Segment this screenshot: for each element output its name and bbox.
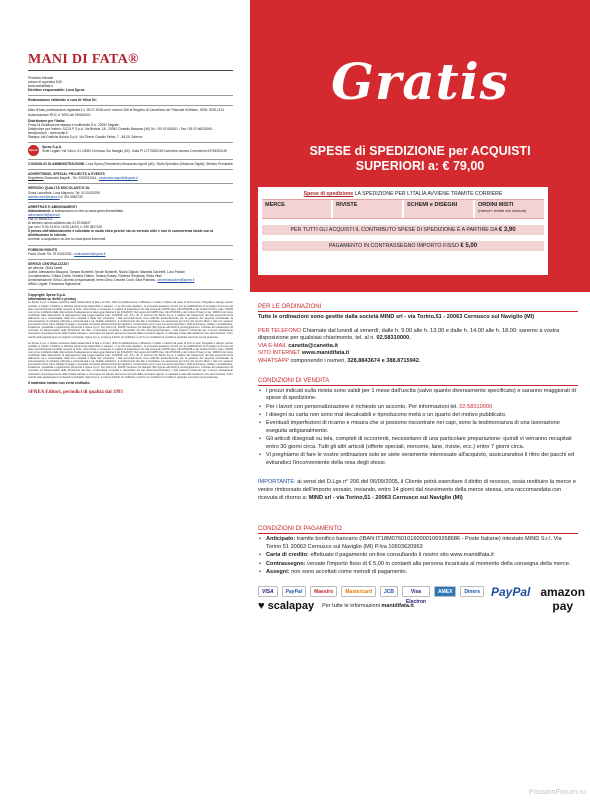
- consiglio-heading: CONSIGLIO DI AMMINISTRAZIONE:: [28, 162, 86, 167]
- telefono-label: PER TELEFONO: [258, 327, 302, 334]
- segreteria-text: Emanuela Mapelli - Tel. 0292432244 -: [44, 176, 99, 181]
- consiglio-block: [28, 160, 233, 170]
- maestro-logo: Maestro: [310, 586, 337, 597]
- segreteria-email[interactable]: emanuela.mapelli@sprea.it: [99, 176, 138, 181]
- importante-block: [258, 479, 578, 502]
- press-di: Press-Di Distribuzione stampa e multimedia S.r.l. 20090 Segrate: [28, 122, 119, 127]
- sprea-logo: Sprea: [28, 145, 39, 156]
- sprea-footer: SPREA Editori, periodici di qualità dal 1993: [28, 389, 123, 395]
- advertising-heading: ADVERTISING, SPECIAL PROJECTS & EVENTS: [28, 172, 105, 177]
- acconto-tel[interactable]: 02.58310000: [459, 403, 493, 410]
- info-column: [250, 0, 590, 800]
- ordini-telefono: [258, 328, 578, 343]
- pagamento-item: • Assegni: non sono accettati come metodi di pagamento.: [258, 569, 578, 577]
- shipping-box-title: [262, 190, 544, 198]
- abbonamenti-label: Abbonamenti:: [28, 208, 51, 213]
- pagamento-item: • Carta di credito: effettuate il pagamento on-line consultando il nostro sito www.manidifata.it: [258, 552, 578, 560]
- ordini-whatsapp: [258, 358, 578, 366]
- servizio-block: [28, 184, 233, 202]
- scalapay-logo: ♥ scalapay: [258, 599, 315, 612]
- grafici: Grafici: Alessandro Bisquola, Tamara Bombelli, Nicole Bombelli, Nicolò Digiuni, Marcella Gavinelli, Luca Patrian: [28, 269, 185, 274]
- direttore: Direttore responsabile: Luca Sprea: [28, 88, 85, 93]
- contributo-pill: [262, 225, 544, 235]
- whatsapp-text: componendo i numeri,: [290, 357, 346, 364]
- foreign-block: [28, 246, 233, 260]
- contrassegno-value: € 5,00: [460, 243, 478, 249]
- vendita-item: • Vi preghiamo di fare le vostre ordinazioni solo se siete veramente interessate all'acquisto, assicurandosi il ritiro dei pacchi ed evitandoci l'inconveniente della resa degli stessi.: [258, 452, 578, 467]
- condizioni-pagamento-heading: CONDIZIONI DI PAGAMENTO: [258, 524, 578, 534]
- free-shipping-heading: [250, 144, 590, 174]
- abbonamenti-tel: Al telefono senza addebito allo 02 87168197: [28, 221, 91, 226]
- contrassegno-text: PAGAMENTO IN CONTRASSEGNO IMPORTO FISSO: [328, 243, 459, 249]
- segreteria-label: Segreteria:: [28, 176, 44, 181]
- ordini-email: [258, 343, 578, 351]
- importante-text: ai sensi del D.Lgs n° 206 del 06/09/2005, il Cliente potrà esercitare il diritto di recesso, ossia restituire la merce e venire rimborsato dell'importo versato, inviando, entro 14 giorni dal ricevimento della merce stessa, una raccomandata con ricevuta di ritorno a:: [258, 479, 576, 501]
- shipping-box-title-rest: LA SPEDIZIONE PER L'ITALIA AVVIENE TRAMITE CORRIERE: [354, 191, 503, 197]
- servizio-heading: SERVIZIO QUALITÀ EDICOLANTI E DL: [28, 186, 91, 191]
- condizioni-vendita-list: [258, 388, 578, 468]
- pagamento-item: • Contrassegno: versate l'importo fisso di € 5,00 in contanti alla persona incaricata al momento della consegna della merce.: [258, 561, 578, 569]
- servizio-tel: 351 5582739: [64, 194, 83, 199]
- paypal-logo: PayPal: [490, 584, 531, 599]
- info-site-link[interactable]: manidifata.it: [381, 602, 414, 609]
- consiglio-text: Luca Sprea (Presidente) Alessandro Agnoli (AD), Giulia Spreafico (Divisione Digital), Stefano Pernarella: [86, 162, 233, 167]
- foreign-heading: FOREIGN RIGHTS: [28, 247, 58, 252]
- gratis-title: Gratis: [331, 52, 509, 111]
- pagamento-item: • Anticipato: tramite bonifico bancario (IBAN:IT18M0760101600001069268686 - Poste Italiane) intestato MIND S.r.l. Via Torino 51 20063 Cernusco sul Naviglio (MI) P.Iva 10603620963: [258, 536, 578, 551]
- prezzo: prezzo di copertina 6,50: [28, 80, 63, 85]
- mastercard-logo: Mastercard: [341, 586, 376, 597]
- legal-block: [28, 290, 233, 396]
- sprea-block: [28, 143, 233, 160]
- jcb-logo: JCB: [380, 586, 398, 597]
- contributo-value: € 3,90: [498, 227, 516, 233]
- telefono-number[interactable]: 02.58310000.: [376, 335, 411, 342]
- importante-label: IMPORTANTE:: [258, 479, 296, 486]
- vendita-item: • I prezzi indicati sulla rivista sono validi per 1 mese dall'uscita (salvo quanto diversamente specificato) e saranno maggiorati di spese di spedizione.: [258, 388, 578, 403]
- sito-label: SITO INTERNET: [258, 350, 301, 357]
- free-shipping-line2: SUPERIORI a: € 79,00: [355, 159, 485, 173]
- servizio-email[interactable]: distribuzione@sprea.it: [28, 194, 60, 199]
- info-line: Per tutte le informazioni manidifata.it: [322, 602, 414, 609]
- realizzazione: Realizzazione editoriale a cura di: Mind Srl: [28, 98, 97, 103]
- advertising-block: [28, 170, 233, 184]
- sprea-name: Sprea S.p.A.: [42, 145, 62, 150]
- registrazione: Mani di fata, pubblicazione registrata il n. 28.07.1948 con il numero 306 al Registro di Cancelleria del Tribunale di Milano. ISSN: 0025-2131 Autorizzazione ROC n° 6292 del 29/08/2001: [28, 108, 225, 117]
- telefono-text: Chiamate dal lunedì al venerdì, dalle h. 9.00 alle h. 13.00 e dalle h. 14.00 alle h. 18.00: saremo a vostra disposizione per qualsiasi chiarimento. tel. al n.: [258, 327, 560, 342]
- contrassegno-pill: [262, 241, 544, 251]
- abbonamenti-web: si sottoscrivono on-line su www.sprea.it/manidifata: [51, 208, 123, 213]
- ordini-heading: PER LE ORDINAZIONI: [258, 302, 578, 312]
- servizi-block: [28, 260, 233, 291]
- free-shipping-line1: SPESE di SPEDIZIONE per ACQUISTI: [309, 144, 531, 158]
- abbonamenti-email[interactable]: abbonamenti@sprea.it: [28, 212, 61, 217]
- shipping-box: [258, 187, 548, 275]
- vendita-item: • Gli articoli disegnati su tela, completi di occorrenti, necessitano di una particolare preparazione: quindi vi verranno recapitati entro 30 giorni circa. Tutti gli altri articoli (offerte speciali, mercerie, lane, riviste, ecc.) entro 7 giorni circa.: [258, 436, 578, 451]
- contributo-text: PER TUTTI GLI ACQUISTI IL CONTRIBUTO SPESE DI SPEDIZIONE È A PARTIRE DA: [290, 227, 498, 233]
- arretrati-block: [28, 203, 233, 246]
- foreign-text: Paolo Cionti: Tel. 02 92432253 -: [28, 251, 74, 256]
- category-merce: MERCE: [262, 200, 331, 218]
- publication-info: [28, 74, 233, 96]
- importante-address: MIND srl - via Torino,51 - 20063 Cernusco sul Naviglio (MI): [308, 494, 463, 501]
- watermark: PassionForum.ru: [528, 787, 586, 796]
- ufficio-legale: Ufficio Legale: Francesca Sigismondi: [28, 282, 81, 287]
- servizio-text: Sonia Lancellotti, Luca Majocchi, Tel. 02 92432295: [28, 190, 100, 195]
- whatsapp-icon: ✆: [60, 194, 64, 199]
- foreign-email[interactable]: realizzazioni@sprea.it: [74, 251, 106, 256]
- shipping-box-title-red: Spese di spedizione: [303, 191, 354, 197]
- website: www.manidifata.it: [28, 84, 53, 89]
- art-director: Art director: Silvia Taietti: [28, 265, 63, 270]
- registration-block: [28, 106, 233, 143]
- abbonamenti-fax2: 339 3827420: [83, 225, 103, 230]
- periodico: Periodico Mensile: [28, 76, 54, 80]
- paypal-small-logo: PayPal: [282, 586, 306, 597]
- vendita-item: • Per i lavori con personalizzazione è richiesto un acconto. Per informazioni tel. 02.58310000: [258, 404, 578, 412]
- whatsapp-numbers[interactable]: 328.8843674 e 388.8715942.: [347, 357, 421, 364]
- ordini-intro: Tutte le ordinazioni sono gestite dalla società MIND srl - via Torino,51 - 20063 Cernusco sul Naviglio (MI): [258, 314, 535, 320]
- vendita-item: • Eventuali imperfezioni di ricamo e misura che si possono riscontrare nei capi, sono la testimonianza di una lavorazione eseguita artigianalmente.: [258, 420, 578, 435]
- abbonamenti-nota: Il prezzo dell'abbonamento è calcolato in modo etico perché sia un servizio utile e non in concorrenza sleale con la distribuzione in edicola.: [28, 229, 214, 238]
- whatsapp-label: WHATSAPP: [258, 357, 289, 364]
- right-body: [258, 296, 586, 613]
- amex-logo: AMEX: [434, 586, 456, 597]
- sito-link[interactable]: www.manidifata.it: [301, 350, 350, 357]
- visa-electron-logo: Visa Electron: [402, 586, 430, 597]
- legal-text-repeat: La Sprea S.p.A. è titolare esclusiva della testata Mani di fata e di tutti i diritti di pubblicazione e diffusione in Italia. L'utilizzo da parte di terzi di testi, fotografie e disegni, anche parziale, è vietato. L'Editore si dichiara pienamente disponibile a valutare - e se del caso regolare - le eventuali spettanze di terzi per la pubblicazione di immagini di cui non sia stato eventualmente possibile reperire la fonte. Informativa e Consenso in materia di trattamento dei dati personali (GDPR Reg. UE 679/2016 e del Codice Privacy d.lgs. 196/03 così come modificato dalle disposizioni di adeguamento alla Legge Italiana d.lgs 101/2018). Nel vigore del GDPR Reg. UE 679/2016 e del Codice Privacy d.lgs. 196/03 così come modificato dalle disposizioni di adeguamento alla Legge Italiana d.lgs 101/2018, artt. 24 e 25, si informa che Sprea S.p.A. è titolare del trattamento dei dati personali forniti dall'utente ed è responsabile della loro custodia e della loro sicurezza. I dati personali forniti sono utilizzati esclusivamente per la gestione del rapporto contrattuale, la comunicazione di iniziative editoriali e promozionali e per finalità statistiche. Il conferimento dei dati è facoltativo ma necessario per fruire dei servizi offerti. I dati non saranno comunicati a terzi salvo obblighi di legge o necessità connesse all'esecuzione del rapporto. L'interessato può in ogni momento esercitare i diritti di accesso, rettifica, cancellazione, limitazione, portabilità e opposizione scrivendo a Sprea S.p.A. Via Torino 51, 20063 Cernusco sul Naviglio (MI) oppure all'indirizzo privacy@sprea.it. Il titolare del trattamento ha nominato un Responsabile della Protezione dei Dati. L'informativa completa è disponibile sul sito www.sprea.it/privacy. I dati saranno conservati per il tempo strettamente necessario al perseguimento delle finalità indicate e comunque nel rispetto dei termini previsti dalla normativa vigente. Il materiale inviato alla redazione non sarà restituito. Tutti i marchi citati appartengono ai rispettivi proprietari. Sprea S.p.A. si riserva il diritto di modificare i prezzi e le condizioni di vendita in qualsiasi momento senza preavviso.: [28, 341, 233, 379]
- category-ordini-misti: ORDINI MISTI (merce+ riviste e/o schemi): [473, 200, 544, 218]
- realizzazione-block: [28, 96, 233, 106]
- category-riviste: RIVISTE: [331, 200, 402, 218]
- stampa: Stampa: Arti Grafiche Boccia S.p.A. Via Tiberio Claudio Felice, 7 - 84131 Salerno: [28, 135, 143, 140]
- servizi-heading: SERVIZI CENTRALIZZATI: [28, 261, 69, 266]
- amazon-pay-logo: amazon pay: [540, 584, 586, 613]
- colophon-column: [28, 52, 233, 782]
- vendita-item: • I disegni su carta non sono mai decalcabili e riproducono metà o un quarto del motivo pubblicato.: [258, 412, 578, 420]
- email-label: VIA E-MAIL: [258, 342, 287, 349]
- diners-logo: Diners: [460, 586, 484, 597]
- amministrazione: Amministrazione: Erika Colombo (responsabile) Irene Citino, Desirée Conti, Sara Palestra -: [28, 278, 157, 283]
- copyright-heading: Copyright: Sprea S.p.A.: [28, 293, 67, 298]
- shipping-categories: [262, 199, 544, 219]
- materiale-nota: Il materiale inviato non verrà restituito.: [28, 380, 91, 385]
- visa-logo: VISA: [258, 586, 278, 597]
- abbonamenti-orari: (lun-ven / 9:00-13:00 e 14:00-18:00): [28, 225, 80, 230]
- condizioni-vendita-heading: CONDIZIONI DI VENDITA: [258, 376, 578, 386]
- ordini-sito: [258, 350, 578, 358]
- distributore-italia: Distributore per l'Italia:: [28, 118, 65, 123]
- coordinamento: Coordinamento: Chiara Civilla, Cristina Citterio, Tiziana Rosato, Roberta Tempesta, Silvia Vitali: [28, 274, 162, 278]
- gratis-panel: [250, 0, 590, 292]
- email-link[interactable]: canetta@canetta.it: [288, 342, 338, 349]
- sprea-sede: Sede Legale: Via Torino, 51 20063 Cernusco Sul Naviglio (MI) - Italia PI 12770820152 Iscrizione camera Commercio 00746350149: [42, 149, 227, 154]
- masthead: MANI DI FATA®: [28, 52, 233, 71]
- distributore-estero: Distributore per l'estero: SO.DI.P S.p.A. Via Bettola, 18 - 20092 Cinisello Balsamo (MI) Tel. +39 02 660301 - Fax +39 02 66030269 - sies@sodip.it - www.sodip.it: [28, 126, 214, 135]
- privacy-heading: Informativa su diritti e privacy: [28, 297, 77, 302]
- amministrazione-email[interactable]: amministrazione@sprea.it: [157, 278, 195, 283]
- arretrati-online: Arretrati: si acquistano on-line su www.sprea.it/arretrati: [28, 237, 106, 242]
- whatsapp-icon: ✆: [79, 225, 83, 230]
- condizioni-pagamento-list: [258, 536, 578, 576]
- category-schemi: SCHEMI e DISEGNI: [402, 200, 473, 218]
- abbonamenti-fax: Fax 02 56561221: [28, 216, 53, 221]
- legal-text: La Sprea S.p.A. è titolare esclusiva della testata Mani di fata e di tutti i diritti di pubblicazione e diffusione in Italia. L'utilizzo da parte di terzi di testi, fotografie e disegni, anche parziale, è vietato. L'Editore si dichiara pienamente disponibile a valutare - e se del caso regolare - le eventuali spettanze di terzi per la pubblicazione di immagini di cui non sia stato eventualmente possibile reperire la fonte. Informativa e Consenso in materia di trattamento dei dati personali (GDPR Reg. UE 679/2016 e del Codice Privacy d.lgs. 196/03 così come modificato dalle disposizioni di adeguamento alla Legge Italiana d.lgs 101/2018). Nel vigore del GDPR Reg. UE 679/2016 e del Codice Privacy d.lgs. 196/03 così come modificato dalle disposizioni di adeguamento alla Legge Italiana d.lgs 101/2018, artt. 24 e 25, si informa che Sprea S.p.A. è titolare del trattamento dei dati personali forniti dall'utente ed è responsabile della loro custodia e della loro sicurezza. I dati personali forniti sono utilizzati esclusivamente per la gestione del rapporto contrattuale, la comunicazione di iniziative editoriali e promozionali e per finalità statistiche. Il conferimento dei dati è facoltativo ma necessario per fruire dei servizi offerti. I dati non saranno comunicati a terzi salvo obblighi di legge o necessità connesse all'esecuzione del rapporto. L'interessato può in ogni momento esercitare i diritti di accesso, rettifica, cancellazione, limitazione, portabilità e opposizione scrivendo a Sprea S.p.A. Via Torino 51, 20063 Cernusco sul Naviglio (MI) oppure all'indirizzo privacy@sprea.it. Il titolare del trattamento ha nominato un Responsabile della Protezione dei Dati. L'informativa completa è disponibile sul sito www.sprea.it/privacy. I dati saranno conservati per il tempo strettamente necessario al perseguimento delle finalità indicate e comunque nel rispetto dei termini previsti dalla normativa vigente. Il materiale inviato alla redazione non sarà restituito. Tutti i marchi citati appartengono ai rispettivi proprietari. Sprea S.p.A. si riserva il diritto di modificare i prezzi e le condizioni di vendita in qualsiasi momento senza preavviso.: [28, 301, 233, 339]
- arretrati-heading: ARRETRATI E ABBONAMENTI: [28, 204, 77, 209]
